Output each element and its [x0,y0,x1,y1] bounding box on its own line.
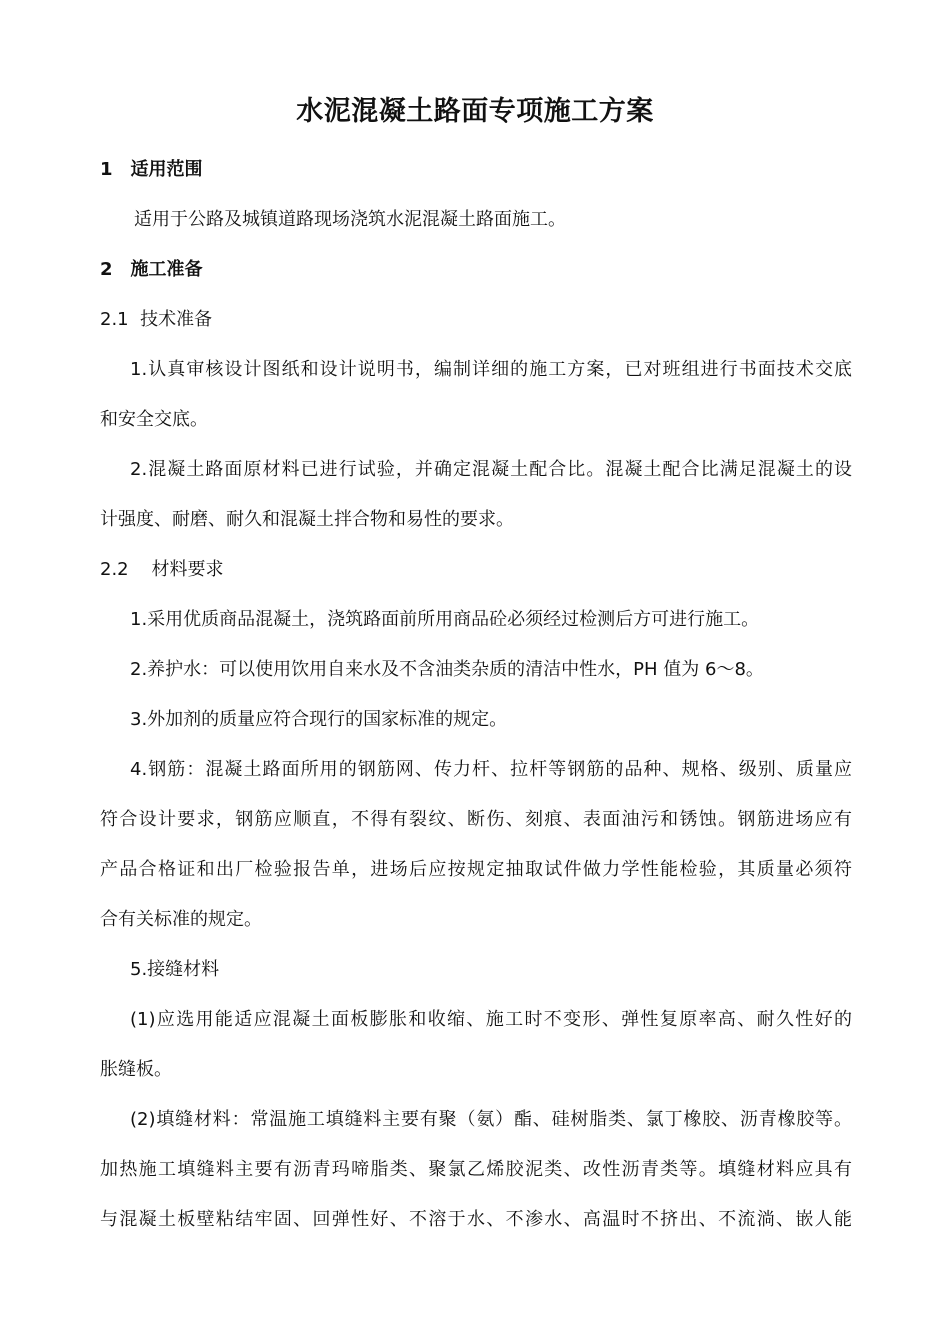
paragraph-line: 3.外加剂的质量应符合现行的国家标准的规定。 [130,709,508,730]
section-heading-2 [100,258,852,282]
section-title: 施工准备 [130,259,203,280]
paragraph-line: 合有关标准的规定。 [100,909,262,930]
paragraph-line: 1.认真审核设计图纸和设计说明书，编制详细的施工方案，已对班组进行书面技术交底 [130,359,852,380]
section-number: 1 [100,159,113,180]
subsection-heading-2-2: 2.2 材料要求 [100,559,224,580]
document-title: 水泥混凝土路面专项施工方案 [296,96,654,127]
section-heading-1 [100,158,852,182]
paragraph-line: 符合设计要求，钢筋应顺直，不得有裂纹、断伤、刻痕、表面油污和锈蚀。钢筋进场应有 [100,809,852,830]
paragraph-line: (1)应选用能适应混凝土面板膨胀和收缩、施工时不变形、弹性复原率高、耐久性好的 [130,1009,852,1030]
paragraph-line: 1.采用优质商品混凝土，浇筑路面前所用商品砼必须经过检测后方可进行施工。 [130,609,760,630]
section-title: 适用范围 [130,159,203,180]
paragraph-line: 5.接缝材料 [130,959,220,980]
paragraph-line: 与混凝土板壁粘结牢固、回弹性好、不溶于水、不渗水、高温时不挤出、不流淌、嵌人能 [100,1209,852,1230]
subsection-heading-2-1: 2.1 技术准备 [100,309,213,330]
paragraph-line: 2.养护水：可以使用饮用自来水及不含油类杂质的清洁中性水，PH 值为 6～8。 [130,659,764,680]
paragraph-line: 胀缝板。 [100,1059,172,1080]
paragraph-line: 产品合格证和出厂检验报告单，进场后应按规定抽取试件做力学性能检验，其质量必须符 [100,859,852,880]
section-number: 2 [100,259,113,280]
paragraph-line: 计强度、耐磨、耐久和混凝土拌合物和易性的要求。 [100,509,514,530]
paragraph-line: (2)填缝材料：常温施工填缝料主要有聚（氨）酯、硅树脂类、氯丁橡胶、沥青橡胶等。 [130,1109,852,1130]
paragraph: 适用于公路及城镇道路现场浇筑水泥混凝土路面施工。 [134,209,566,230]
paragraph-line: 4.钢筋：混凝土路面所用的钢筋网、传力杆、拉杆等钢筋的品种、规格、级别、质量应 [130,759,852,780]
paragraph-line: 加热施工填缝料主要有沥青玛啼脂类、聚氯乙烯胶泥类、改性沥青类等。填缝材料应具有 [100,1159,852,1180]
paragraph-line: 和安全交底。 [100,409,208,430]
paragraph-line: 2.混凝土路面原材料已进行试验，并确定混凝土配合比。混凝土配合比满足混凝土的设 [130,459,852,480]
